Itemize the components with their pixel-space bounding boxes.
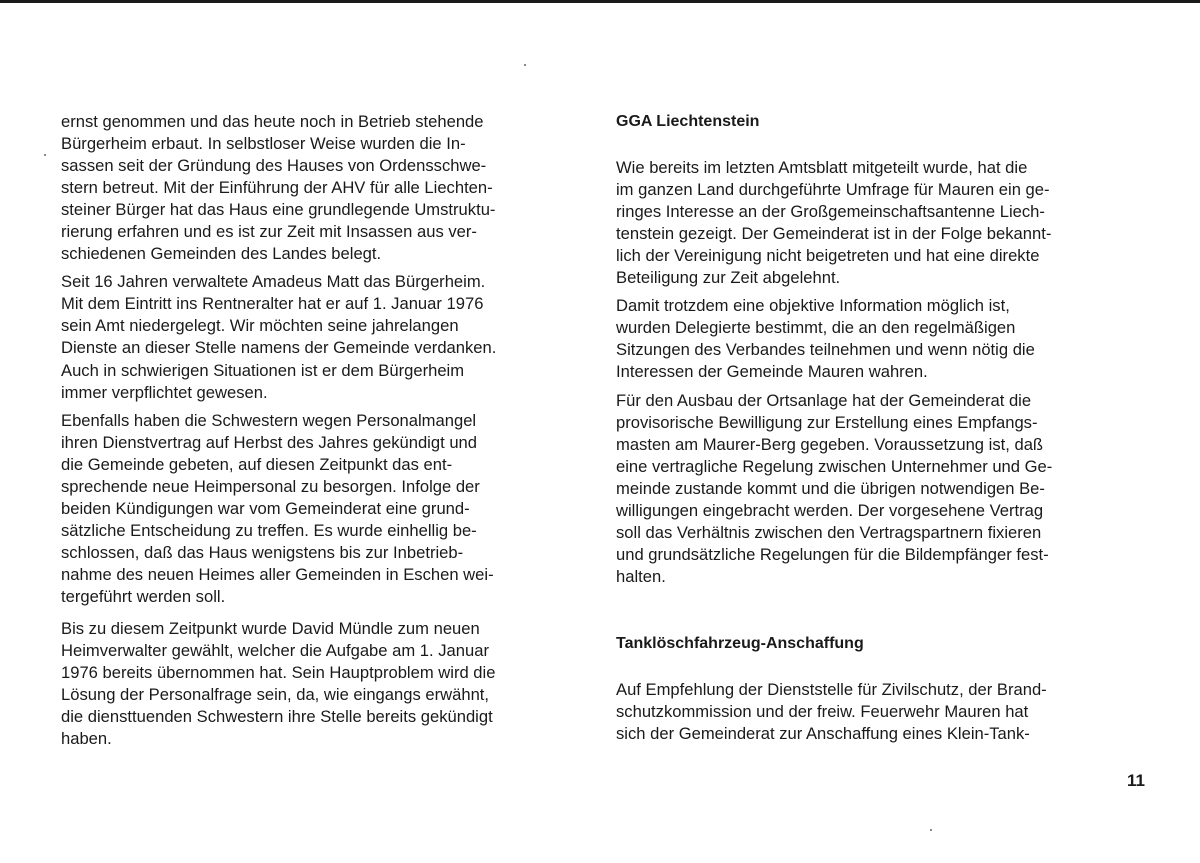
gga-paragraph-1: Wie bereits im letzten Amtsblatt mitgeteilt wurde, hat die im ganzen Land durchgeführte Umfrage für Mauren ein ge- ringes Interesse an der Großgemeinschaftsantenne Liech- tenstein gezeigt. Der Gemeinderat ist in der Folge bekannt- lich der Vereinigung nicht beigetreten und hat eine direkte Beteiligung zur Zeit abgelehnt.: [616, 158, 1052, 288]
page-number: 11: [1127, 771, 1145, 790]
section-heading-tankloeschfahrzeug: Tanklöschfahrzeug-Anschaffung: [616, 634, 864, 652]
tank-paragraph-1: Auf Empfehlung der Dienststelle für Zivilschutz, der Brand- schutzkommission und der freiw. Feuerwehr Mauren hat sich der Gemeinderat zur Anschaffung eines Klein-Tank-: [616, 679, 1047, 744]
print-speck: [930, 829, 932, 831]
gga-paragraph-2: Damit trotzdem eine objektive Information möglich ist, wurden Delegierte bestimmt, die an den regelmäßigen Sitzungen des Verbandes teilnehmen und wenn nötig die Interessen der Gemeinde Mauren wahren.: [616, 296, 1035, 382]
section-heading-gga: GGA Liechtenstein: [616, 113, 760, 130]
top-border-rule: [0, 0, 1200, 3]
print-speck: [524, 64, 526, 66]
print-speck: [44, 154, 46, 156]
left-column: [61, 111, 588, 756]
left-paragraph-1: ernst genommen und das heute noch in Betrieb stehende Bürgerheim erbaut. In selbstloser Weise wurden die In- sassen seit der Gründung des Hauses von Ordensschwe- stern betreut. Mit der Einführung der AHV für alle Liechten- steiner Bürger hat das Haus eine grundlegende Umstruktu- rierung erfahren und es ist zur Zeit mit Insassen aus ver- schiedenen Gemeinden des Landes belegt.: [61, 112, 496, 264]
gga-paragraph-3: Für den Ausbau der Ortsanlage hat der Gemeinderat die provisorische Bewilligung zur Erstellung eines Empfangs- masten am Maurer-Berg gegeben. Voraussetzung ist, daß eine vertragliche Regelung zwischen Unternehmer und Ge- meinde zustande kommt und die übrigen notwendigen Be- willigungen eingebracht werden. Der vorgesehene Vertrag soll das Verhältnis zwischen den Vertragspartnern fixieren und grundsätzliche Regelungen für die Bildempfänger fest- halten.: [616, 390, 1053, 586]
right-column: [616, 111, 1143, 751]
left-paragraph-2: Seit 16 Jahren verwaltete Amadeus Matt das Bürgerheim. Mit dem Eintritt ins Rentneralter hat er auf 1. Januar 1976 sein Amt niedergelegt. Wir möchten seine jahrelangen Dienste an dieser Stelle namens der Gemeinde verdanken. Auch in schwierigen Situationen ist er dem Bürgerheim immer verpflichtet gewesen.: [61, 272, 497, 402]
left-paragraph-3: Ebenfalls haben die Schwestern wegen Personalmangel ihren Dienstvertrag auf Herbst des Jahres gekündigt und die Gemeinde gebeten, auf diesen Zeitpunkt das ent- sprechende neue Heimpersonal zu besorgen. Infolge der beiden Kündigungen war vom Gemeinderat eine grund- sätzliche Entscheidung zu treffen. Es wurde einhellig be- schlossen, daß das Haus wenigstens bis zur Inbetrieb- nahme des neuen Heimes aller Gemeinden in Eschen wei- tergeführt werden soll.: [61, 410, 494, 606]
left-paragraph-4: Bis zu diesem Zeitpunkt wurde David Mündle zum neuen Heimverwalter gewählt, welcher die Aufgabe am 1. Januar 1976 bereits übernommen hat. Sein Hauptproblem wird die Lösung der Personalfrage sein, da, wie eingangs erwähnt, die diensttuenden Schwestern ihre Stelle bereits gekündigt haben.: [61, 619, 496, 749]
